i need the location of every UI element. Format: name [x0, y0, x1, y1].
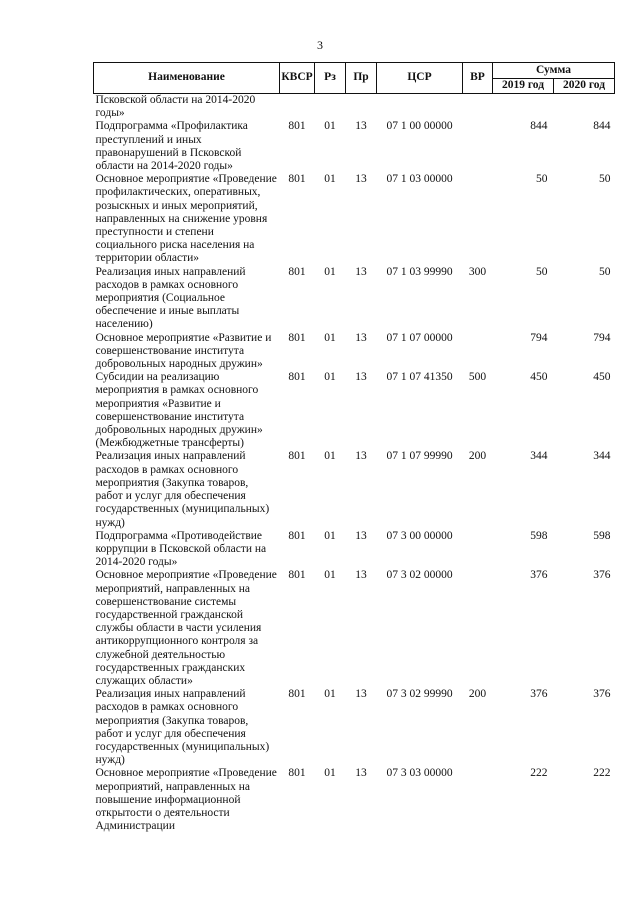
row-csr: 07 3 02 00000 — [386, 569, 453, 582]
row-sum-2019 — [493, 94, 554, 121]
row-vr — [463, 120, 493, 173]
table-body — [94, 94, 615, 834]
row-sum-2020 — [554, 94, 615, 121]
row-vr — [463, 569, 493, 688]
table-row — [94, 173, 615, 265]
row-csr: 07 1 07 99990 — [386, 450, 453, 463]
row-vr: 500 — [468, 371, 487, 384]
row-sum-2020: 50 — [599, 265, 611, 278]
row-name: Основное мероприятие «Развитие и совершенствование института добровольных народных дружин» — [95, 331, 272, 371]
row-csr: 07 3 02 99990 — [386, 688, 453, 701]
row-sum-2020: 344 — [593, 450, 611, 463]
row-pr: 13 — [355, 569, 367, 582]
row-vr — [463, 94, 493, 121]
row-name: Подпрограмма «Профилактика преступлений и иных правонарушений в Псковской области на 2014-2020 годы» — [95, 120, 248, 173]
row-rz: 01 — [324, 173, 336, 186]
row-name: Основное мероприятие «Проведение профилактических, оперативных, розыскных и иных мероприятий, направленных на снижение уровня преступности и степени социального риска населения на территории области» — [95, 173, 277, 265]
row-rz: 01 — [324, 331, 336, 344]
row-pr: 13 — [355, 767, 367, 780]
row-vr — [463, 173, 493, 265]
row-sum-2020: 450 — [593, 371, 611, 384]
row-pr: 13 — [355, 371, 367, 384]
row-vr: 200 — [468, 688, 487, 701]
budget-table — [93, 62, 615, 833]
row-name: Основное мероприятие «Проведение мероприятий, направленных на повышение информационной открытости о деятельности Администрации — [95, 767, 277, 833]
table-row — [94, 266, 615, 332]
row-rz: 01 — [324, 120, 336, 133]
row-rz: 01 — [324, 371, 336, 384]
row-vr: 200 — [468, 450, 487, 463]
row-name: Субсидии на реализацию мероприятия в рамках основного мероприятия «Развитие и совершенствование института добровольных народных дружин» (Межбюджетные трансферты) — [95, 371, 263, 450]
row-name: Реализация иных направлений расходов в рамках основного мероприятия (Закупка товаров, работ и услуг для обеспечения государственных (муниципальных) нужд) — [95, 450, 270, 529]
row-rz: 01 — [324, 265, 336, 278]
row-csr: 07 1 07 41350 — [386, 371, 453, 384]
row-pr: 13 — [355, 688, 367, 701]
header-year-2020: 2020 год — [554, 78, 615, 94]
row-rz: 01 — [324, 450, 336, 463]
row-sum-2019: 794 — [530, 331, 548, 344]
row-kvsr: 801 — [288, 450, 306, 463]
table-row — [94, 569, 615, 688]
row-sum-2020: 376 — [593, 688, 611, 701]
row-name: Основное мероприятие «Проведение мероприятий, направленных на совершенствование системы государственной гражданской службы области в части усиления антикоррупционного контроля за служебной деятельностью государственных гражданских служащих области» — [95, 569, 277, 687]
row-kvsr: 801 — [288, 371, 306, 384]
row-sum-2020: 50 — [599, 173, 611, 186]
table-row — [94, 767, 615, 833]
header-kvsr: КВСР — [280, 63, 315, 94]
row-name: Подпрограмма «Противодействие коррупции в Псковской области на 2014-2020 годы» — [95, 529, 267, 569]
row-csr — [377, 94, 463, 121]
header-year-2019: 2019 год — [493, 78, 554, 94]
table-row — [94, 371, 615, 450]
row-pr: 13 — [355, 450, 367, 463]
row-vr: 300 — [468, 265, 487, 278]
row-vr — [463, 767, 493, 833]
row-pr: 13 — [355, 529, 367, 542]
row-sum-2020: 376 — [593, 569, 611, 582]
header-pr: Пр — [346, 63, 377, 94]
row-sum-2020: 222 — [593, 767, 611, 780]
row-sum-2019: 450 — [530, 371, 548, 384]
row-kvsr: 801 — [288, 767, 306, 780]
row-sum-2020: 844 — [593, 120, 611, 133]
table-header — [94, 63, 615, 94]
table-row — [94, 530, 615, 570]
row-csr: 07 3 03 00000 — [386, 767, 453, 780]
row-pr: 13 — [355, 331, 367, 344]
table-row — [94, 94, 615, 121]
row-sum-2020: 598 — [593, 529, 611, 542]
row-pr: 13 — [355, 265, 367, 278]
table-row — [94, 120, 615, 173]
row-vr — [463, 530, 493, 570]
row-sum-2019: 844 — [530, 120, 548, 133]
row-rz: 01 — [324, 569, 336, 582]
header-csr: ЦСР — [377, 63, 463, 94]
header-rz: Рз — [315, 63, 346, 94]
row-kvsr: 801 — [288, 688, 306, 701]
table-row — [94, 332, 615, 372]
row-pr: 13 — [355, 173, 367, 186]
row-sum-2019: 222 — [530, 767, 548, 780]
row-sum-2019: 50 — [536, 173, 548, 186]
header-sum: Сумма — [493, 63, 615, 79]
row-csr: 07 3 00 00000 — [386, 529, 453, 542]
row-vr — [463, 332, 493, 372]
row-kvsr: 801 — [288, 265, 306, 278]
row-pr: 13 — [355, 120, 367, 133]
row-sum-2020: 794 — [593, 331, 611, 344]
row-sum-2019: 344 — [530, 450, 548, 463]
row-name: Реализация иных направлений расходов в рамках основного мероприятия (Социальное обеспечение и иные выплаты населению) — [95, 265, 246, 331]
table-row — [94, 688, 615, 767]
row-csr: 07 1 00 00000 — [386, 120, 453, 133]
row-rz: 01 — [324, 688, 336, 701]
header-name: Наименование — [94, 63, 280, 94]
row-kvsr: 801 — [288, 331, 306, 344]
row-csr: 07 1 03 00000 — [386, 173, 453, 186]
row-rz: 01 — [324, 529, 336, 542]
row-kvsr: 801 — [288, 120, 306, 133]
row-kvsr: 801 — [288, 529, 306, 542]
row-kvsr — [280, 94, 315, 121]
row-kvsr: 801 — [288, 173, 306, 186]
row-kvsr: 801 — [288, 569, 306, 582]
header-vr: ВР — [463, 63, 493, 94]
row-csr: 07 1 07 00000 — [386, 331, 453, 344]
row-name: Псковской области на 2014-2020 годы» — [95, 94, 256, 120]
page-number: 3 — [317, 38, 323, 52]
row-rz — [315, 94, 346, 121]
row-sum-2019: 376 — [530, 688, 548, 701]
row-rz: 01 — [324, 767, 336, 780]
table-row — [94, 450, 615, 529]
row-sum-2019: 50 — [536, 265, 548, 278]
row-name: Реализация иных направлений расходов в рамках основного мероприятия (Закупка товаров, работ и услуг для обеспечения государственных (муниципальных) нужд) — [95, 688, 270, 767]
row-csr: 07 1 03 99990 — [386, 265, 453, 278]
row-sum-2019: 598 — [530, 529, 548, 542]
row-sum-2019: 376 — [530, 569, 548, 582]
row-pr — [346, 94, 377, 121]
